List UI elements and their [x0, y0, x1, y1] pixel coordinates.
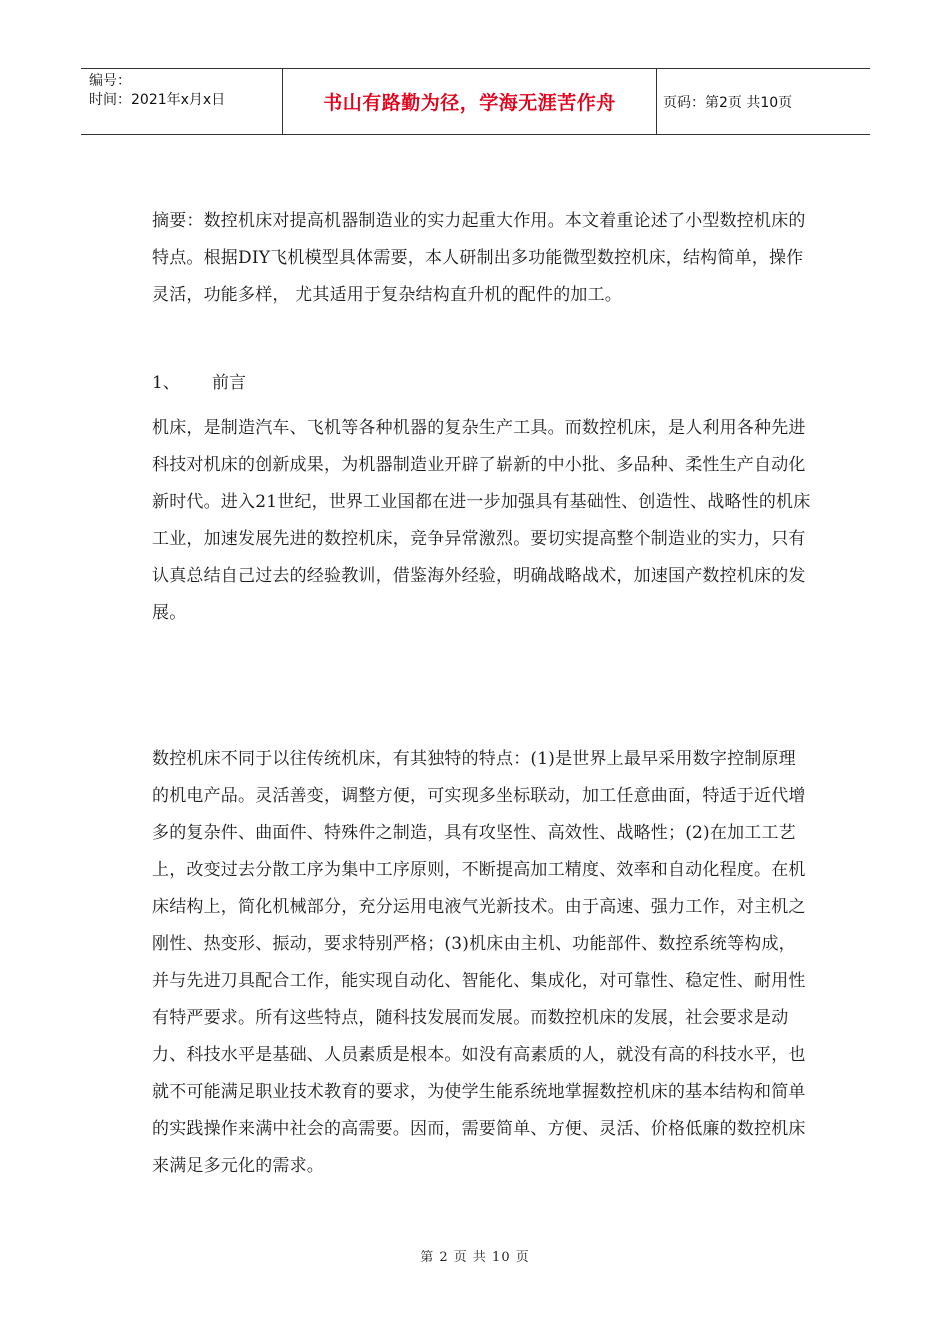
abstract-paragraph: 摘要：数控机床对提高机器制造业的实力起重大作用。本文着重论述了小型数控机床的特点。根据DIY飞机模型具体需要，本人研制出多功能微型数控机床，结构简单，操作灵活，功能多样， 尤其适用于复杂结构直升机的配件的加工。	[152, 211, 806, 305]
intro-paragraph: 机床，是制造汽车、飞机等各种机器的复杂生产工具。而数控机床，是人利用各种先进科技对机床的创新成果，为机器制造业开辟了崭新的中小批、多品种、柔性生产自动化新时代。进入21世纪，世界工业国都在进一步加强具有基础性、创造性、战略性的机床工业，加速发展先进的数控机床，竞争异常激烈。要切实提高整个制造业的实力，只有认真总结自己过去的经验教训，借鉴海外经验，明确战略战术，加速国产数控机床的发展。	[152, 418, 811, 623]
document-date-label: 时间：2021年x月x日	[89, 92, 226, 108]
header-meta	[81, 69, 282, 134]
page-header	[81, 68, 870, 135]
document-number-label: 编号：	[89, 73, 131, 89]
section-title: 前言	[212, 373, 246, 393]
header-page-info: 页码：第2页 共10页	[663, 94, 793, 111]
section-heading	[152, 365, 246, 402]
section-number: 1、	[152, 373, 180, 393]
header-motto: 书山有路勤为径，学海无涯苦作舟	[323, 92, 616, 114]
header-motto-cell	[282, 69, 657, 134]
features-paragraph: 数控机床不同于以往传统机床，有其独特的特点：(1)是世界上最早采用数字控制原理的机电产品。灵活善变，调整方便，可实现多坐标联动，加工任意曲面，特适于近代增多的复杂件、曲面件、特殊件之制造，具有攻坚性、高效性、战略性；(2)在加工工艺上，改变过去分散工序为集中工序原则，不断提高加工精度、效率和自动化程度。在机床结构上，简化机械部分，充分运用电液气光新技术。由于高速、强力工作，对主机之刚性、热变形、振动，要求特别严格；(3)机床由主机、功能部件、数控系统等构成，并与先进刀具配合工作，能实现自动化、智能化、集成化，对可靠性、稳定性、耐用性有特严要求。所有这些特点，随科技发展而发展。而数控机床的发展，社会要求是动力、科技水平是基础、人员素质是根本。如没有高素质的人，就没有高的科技水平，也就不可能满足职业技术教育的要求，为使学生能系统地掌握数控机床的基本结构和简单的实践操作来满中社会的高需要。因而，需要简单、方便、灵活、价格低廉的数控机床来满足多元化的需求。	[152, 749, 806, 1176]
page-footer: 第 2 页 共 10 页	[420, 1250, 530, 1265]
